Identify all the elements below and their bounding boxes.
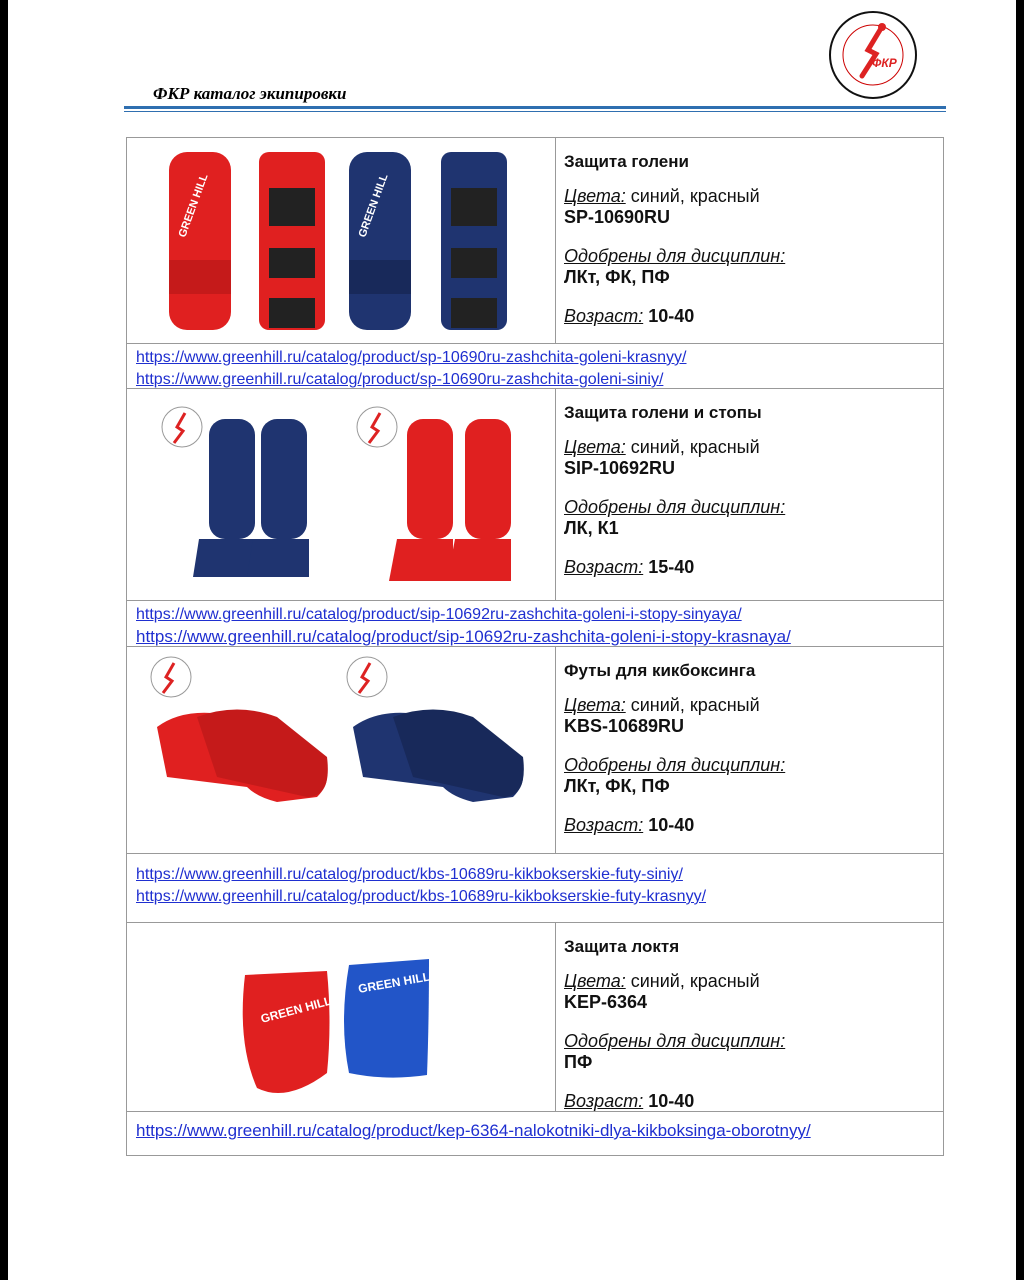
age-label: Возраст: (564, 557, 644, 577)
catalog-table (126, 137, 944, 1156)
product-colors: синий, красный (630, 971, 760, 991)
product-link[interactable]: https://www.greenhill.ru/catalog/product/sip-10692ru-zashchita-goleni-i-stopy-sinyaya/ (136, 606, 742, 623)
product-age: 10-40 (648, 815, 695, 835)
svg-text:GREEN HILL: GREEN HILL (357, 969, 432, 996)
product-age: 10-40 (648, 306, 695, 326)
age-label: Возраст: (564, 815, 644, 835)
product-name: Защита локтя (564, 937, 680, 956)
product-sku: KBS-10689RU (564, 716, 685, 736)
colors-label: Цвета: (564, 186, 626, 206)
product-links (127, 601, 943, 647)
product-age: 10-40 (648, 1091, 695, 1111)
product-image-elbow-pads (127, 923, 556, 1111)
product-links (127, 344, 943, 389)
product-link[interactable]: https://www.greenhill.ru/catalog/product/kep-6364-nalokotniki-dlya-kikboksinga-oborotnyy/ (136, 1121, 811, 1140)
product-name: Защита голени (564, 152, 689, 171)
product-info (556, 647, 943, 853)
product-row (127, 647, 943, 854)
svg-text:GREEN HILL: GREEN HILL (356, 172, 391, 240)
product-link[interactable]: https://www.greenhill.ru/catalog/product/kbs-10689ru-kikbokserskie-futy-siniy/ (136, 866, 683, 883)
product-disciplines: ПФ (564, 1052, 593, 1072)
colors-label: Цвета: (564, 695, 626, 715)
product-info (556, 138, 943, 343)
age-label: Возраст: (564, 306, 644, 326)
product-sku: KEP-6364 (564, 992, 648, 1012)
product-image-shin-guards (127, 138, 556, 343)
product-info (556, 389, 943, 600)
product-colors: синий, красный (630, 437, 760, 457)
disciplines-label: Одобрены для дисциплин: (564, 497, 786, 517)
federation-logo (828, 10, 924, 100)
product-link[interactable]: https://www.greenhill.ru/catalog/product/sip-10692ru-zashchita-goleni-i-stopy-krasnaya/ (136, 627, 791, 646)
product-disciplines: ЛК, К1 (564, 518, 619, 538)
product-colors: синий, красный (630, 695, 760, 715)
product-row (127, 138, 943, 344)
header-rule-thin (124, 111, 946, 112)
product-row (127, 923, 943, 1112)
disciplines-label: Одобрены для дисциплин: (564, 1031, 786, 1051)
age-label: Возраст: (564, 1091, 644, 1111)
svg-text:ФКР: ФКР (872, 56, 897, 70)
product-info (556, 923, 943, 1111)
product-link[interactable]: https://www.greenhill.ru/catalog/product/sp-10690ru-zashchita-goleni-krasnyy/ (136, 349, 687, 366)
product-links (127, 1112, 943, 1155)
product-image-foot-guards (127, 647, 556, 853)
product-row (127, 389, 943, 601)
disciplines-label: Одобрены для дисциплин: (564, 246, 786, 266)
product-image-shin-instep-guards (127, 389, 556, 600)
product-link[interactable]: https://www.greenhill.ru/catalog/product/sp-10690ru-zashchita-goleni-siniy/ (136, 371, 664, 388)
product-disciplines: ЛКт, ФК, ПФ (564, 267, 670, 287)
colors-label: Цвета: (564, 437, 626, 457)
colors-label: Цвета: (564, 971, 626, 991)
svg-text:GREEN HILL: GREEN HILL (176, 172, 211, 240)
product-colors: синий, красный (630, 186, 760, 206)
product-links (127, 854, 943, 923)
svg-text:GREEN HILL: GREEN HILL (259, 993, 333, 1026)
document-page (8, 0, 1016, 1280)
disciplines-label: Одобрены для дисциплин: (564, 755, 786, 775)
product-disciplines: ЛКт, ФК, ПФ (564, 776, 670, 796)
product-link[interactable]: https://www.greenhill.ru/catalog/product/kbs-10689ru-kikbokserskie-futy-krasnyy/ (136, 888, 707, 905)
product-sku: SIP-10692RU (564, 458, 676, 478)
product-age: 15-40 (648, 557, 695, 577)
product-name: Защита голени и стопы (564, 403, 762, 422)
product-sku: SP-10690RU (564, 207, 671, 227)
header-rule (124, 106, 946, 109)
product-name: Футы для кикбоксинга (564, 661, 756, 680)
document-title: ФКР каталог экипировки (153, 84, 347, 103)
